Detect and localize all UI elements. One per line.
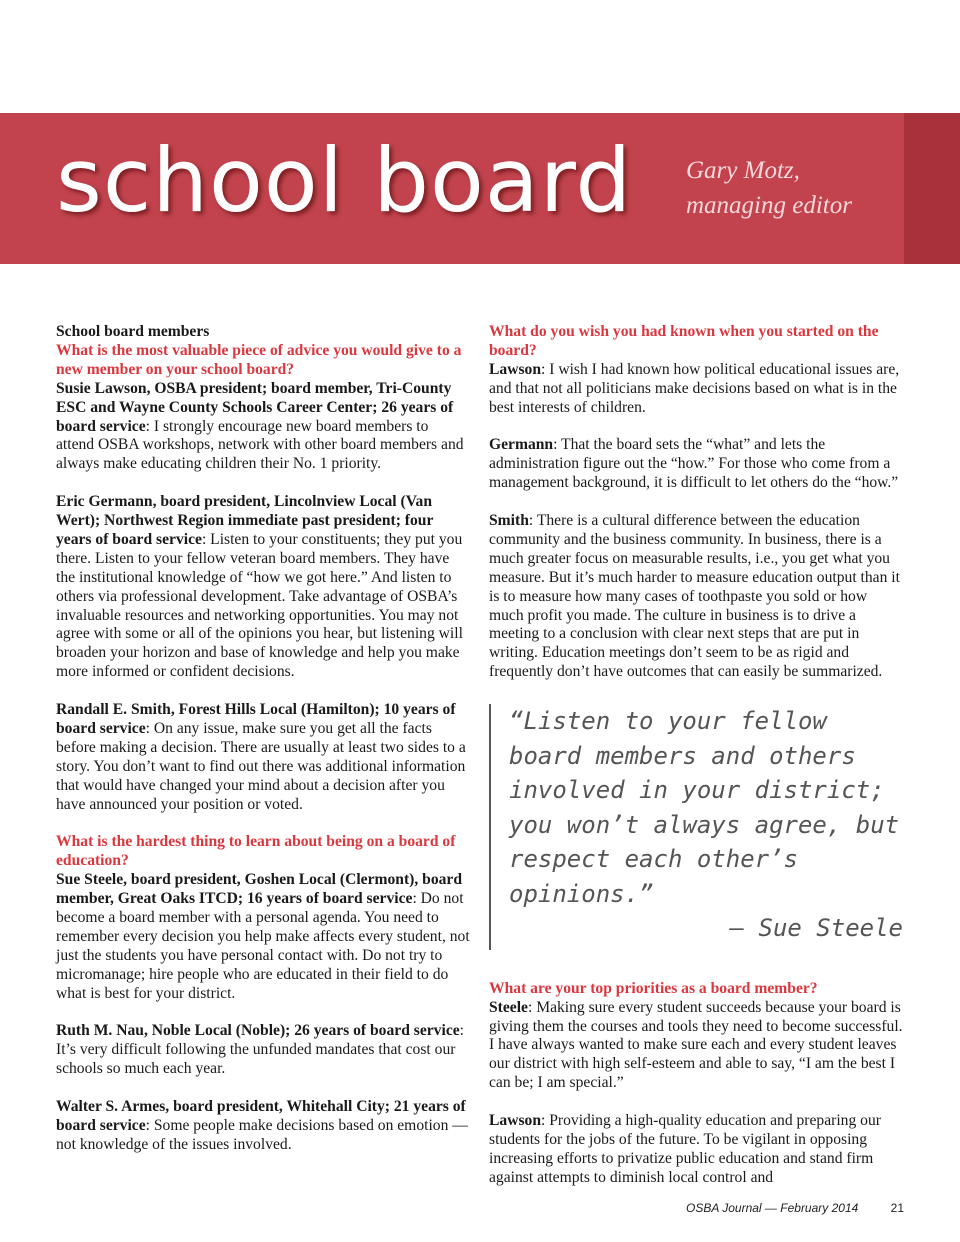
right-column [489,323,903,1207]
speaker-lawson: Lawson [489,360,541,378]
answer-text: : It’s very difficult following the unfunded mandates that cost our schools so much each year. [56,1022,464,1078]
speaker-nau: Ruth M. Nau, Noble Local (Noble); 26 years of board service [56,1022,460,1040]
page-title: school board [56,129,633,232]
byline-name: Gary Motz, [686,157,800,184]
journal-name: OSBA Journal — February 2014 [686,1201,859,1215]
speaker-steele: Steele [489,998,528,1016]
page-footer [686,1201,904,1215]
question-wish-known: What do you wish you had known when you started on the board? [489,323,879,359]
pull-quote-attribution: — Sue Steele [729,914,903,943]
answer-text: : Do not become a board member with a personal agenda. You need to remember every decision you help make affects every student, not just the students you have personal contact with. Do not try to micromanage; hire people who are educated in their field to do what is best for your district. [56,890,470,1002]
speaker-smith: Smith [489,512,529,530]
answer-text: : I strongly encourage new board members to attend OSBA workshops, network with other board members and always make educating children their No. 1 priority. [56,417,464,473]
answer-text: : I wish I had known how political educational issues are, and that not all politicians make decisions based on what is in the best interests of children. [489,360,900,416]
byline-role: managing editor [686,192,852,219]
answer-text: : Providing a high-quality education and preparing our students for the jobs of the future. To be vigilant in opposing increasing efforts to privatize public education and stand firm against attempts to diminish local control and [489,1112,881,1186]
section-label: School board members [56,323,210,340]
answer-text: : Making sure every student succeeds because your board is giving them the courses and tools they need to become successful. I have always wanted to make sure each and every student leaves our district with high self-esteem and able to say, “I am the best I can be; I am special.” [489,998,903,1092]
question-hardest: What is the hardest thing to learn about being on a board of education? [56,833,456,870]
speaker-germann: Germann [489,436,554,454]
answer-text: : Some people make decisions based on emotion — not knowledge of the issues involved. [56,1116,468,1153]
speaker-armes: Walter S. Armes, board president, Whitehall City; 21 years of board service [56,1098,466,1134]
speaker-lawson: Susie Lawson, OSBA president; board member, Tri-County ESC and Wayne County Schools Career Center; 26 years of board service [56,379,454,435]
banner-edge [904,113,960,264]
header-banner [0,113,960,264]
answer-text: : That the board sets the “what” and lets the administration figure out the “how.” For those who come from a management background, it is difficult to let others do the “how.” [489,436,899,492]
question-advice: What is the most valuable piece of advice you would give to a new member on your school board? [56,341,462,378]
answer-text: : On any issue, make sure you get all the facts before making a decision. There are usually at least two sides to a story. You don’t want to find out there was additional information that would have changed your mind about a decision after you have announced your position or voted. [56,720,466,813]
pull-quote [489,704,903,950]
left-column [56,323,470,1174]
answer-text: : Listen to your constituents; they put you there. Listen to your fellow veteran board members. They have the institutional knowledge of “how we got here.” And listen to others via professional development. Take advantage of OSBA’s invaluable resources and networking opportunities. You may not agree with some or all of the opinions you hear, but listening will broaden your horizon and base of knowledge and help you make more informed or confident decisions. [56,530,463,681]
question-priorities: What are your top priorities as a board member? [489,979,818,997]
pull-quote-text: “Listen to your fellow board members and others involved in your district; you won’t always agree, but respect each other’s opinions.” [509,707,900,908]
answer-text: : There is a cultural difference between the education community and the business community. In business, there is a much greater focus on measurable results, i.e., you get what you measure. But it’s much harder to measure education output than it is to measure how many cases of toothpaste you sold or how much profit you made. The culture in business is to drive a meeting to a conclusion with clear next steps that are put in writing. Education meetings don’t seem to be as rigid and frequently don’t have outcomes that can easily be summarized. [489,512,900,681]
speaker-lawson: Lawson [489,1112,541,1130]
speaker-steele: Sue Steele, board president, Goshen Local (Clermont), board member, Great Oaks ITCD; 16 years of board service [56,871,463,908]
page-number: 21 [890,1201,904,1215]
speaker-germann: Eric Germann, board president, Lincolnview Local (Van Wert); Northwest Region immediate past president; four years of board service [56,493,434,548]
byline [686,153,852,223]
speaker-smith: Randall E. Smith, Forest Hills Local (Hamilton); 10 years of board service [56,701,456,737]
